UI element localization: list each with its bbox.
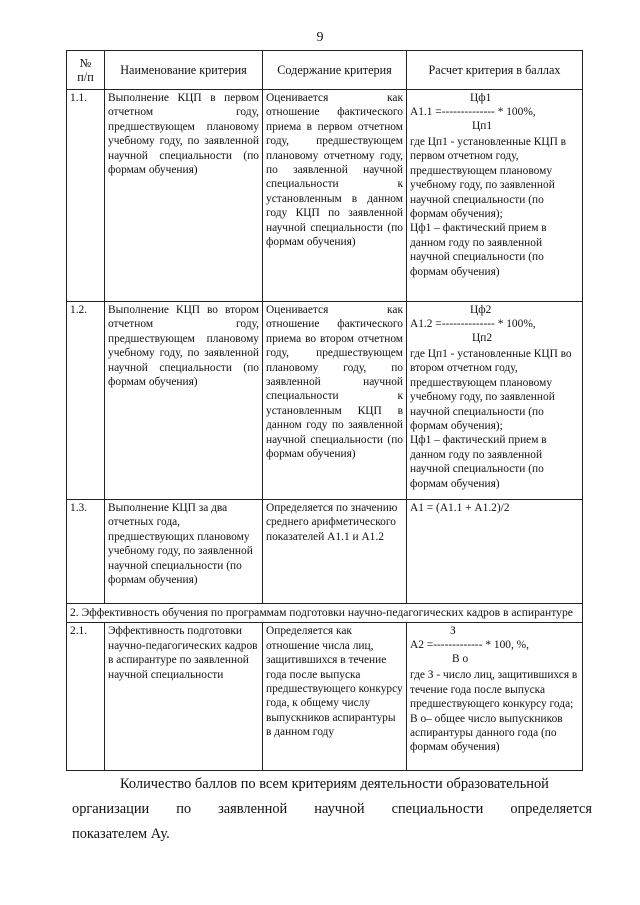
row-criterion-calc bbox=[407, 302, 583, 500]
section-title: 2. Эффективность обучения по программам подготовки научно-педагогических кадров в аспирантуре bbox=[67, 604, 583, 623]
row-number: 1.3. bbox=[67, 500, 105, 604]
table-row bbox=[67, 90, 583, 302]
table-row bbox=[67, 623, 583, 771]
table-header-row bbox=[67, 51, 583, 90]
row-criterion-name: Эффективность подготовки научно-педагогических кадров в аспирантуре по заявленной научной специальности bbox=[105, 623, 263, 771]
header-criterion-name: Наименование критерия bbox=[105, 51, 263, 90]
row-criterion-content: Определяется как отношение числа лиц, защитившихся в течение года после выпуска предшествующего конкурсу года, к общему числу выпускников аспирантуры в данном году bbox=[263, 623, 407, 771]
table-row bbox=[67, 500, 583, 604]
row-criterion-content: Оценивается как отношение фактического приема в первом отчетном году, предшествующем плановому отчетному году, по заявленной научной специальности к установленным в данном году КЦП по заявленной научной специальности (по формам обучения) bbox=[263, 90, 407, 302]
row-criterion-calc: А1 = (А1.1 + А1.2)/2 bbox=[407, 500, 583, 604]
formula-denominator: Цп2 bbox=[472, 332, 493, 344]
header-criterion-content: Содержание критерия bbox=[263, 51, 407, 90]
table-row bbox=[67, 302, 583, 500]
formula-explanation: где З - число лиц, защитившихся в течение года после выпуска предшествующего конкурсу года; В о– общее число выпускников аспирантуры данного года (по формам обучения) bbox=[410, 669, 578, 754]
row-number: 1.2. bbox=[67, 302, 105, 500]
formula-numerator: Цф1 bbox=[470, 92, 492, 104]
summary-paragraph-line-3: показателем Ау. bbox=[72, 826, 170, 842]
row-criterion-name: Выполнение КЦП в первом отчетном году, предшествующем плановому учебному году, по заявленной научной специальности (по формам обучения) bbox=[105, 90, 263, 302]
formula bbox=[410, 303, 579, 347]
row-number: 1.1. bbox=[67, 90, 105, 302]
row-criterion-calc bbox=[407, 90, 583, 302]
row-criterion-content: Определяется по значению среднего арифметического показателей А1.1 и А1.2 bbox=[263, 500, 407, 604]
formula-explanation: где Цп1 - установленные КЦП в первом отчетном году, предшествующем плановому учебному году, по заявленной научной специальности (по формам обучения); Цф1 – фактический прием в данном году по заявленной научной специальности (по формам обучения) bbox=[410, 136, 567, 278]
row-criterion-name: Выполнение КЦП во втором отчетном году, предшествующем плановому учебному году, по заявленной научной специальности (по формам обучения) bbox=[105, 302, 263, 500]
row-criterion-calc bbox=[407, 623, 583, 771]
row-criterion-content: Оценивается как отношение фактического приема во втором отчетном году, предшествующем плановому году, по заявленной научной специальности к установленным КЦП в данном году по заявленной научной специальности (по формам обучения) bbox=[263, 302, 407, 500]
row-criterion-name: Выполнение КЦП за два отчетных года, предшествующих плановому учебному году, по заявленной научной специальности (по формам обучения) bbox=[105, 500, 263, 604]
formula bbox=[410, 91, 579, 135]
page-number: 9 bbox=[316, 30, 324, 45]
formula bbox=[410, 624, 579, 668]
formula-denominator: В о bbox=[452, 653, 469, 666]
header-criterion-calc: Расчет критерия в баллах bbox=[407, 51, 583, 90]
criteria-table bbox=[66, 50, 583, 771]
formula-explanation: где Цп1 - установленные КЦП во втором отчетном году, предшествующем плановому учебному году, по заявленной научной специальности (по формам обучения); Цф1 – фактический прием в данном году по заявленной научной специальности (по формам обучения) bbox=[410, 348, 572, 490]
formula-lhs: А1.1 =-------------- * 100%, bbox=[410, 106, 536, 118]
row-number: 2.1. bbox=[67, 623, 105, 771]
summary-paragraph-line-2: организации по заявленной научной специальности определяется bbox=[72, 801, 592, 817]
formula-lhs: А1.2 =-------------- * 100%, bbox=[410, 318, 536, 330]
formula-numerator: Цф2 bbox=[470, 304, 492, 316]
header-number: № п/п bbox=[67, 51, 105, 90]
formula-numerator: З bbox=[450, 625, 456, 638]
summary-paragraph-line-1: Количество баллов по всем критериям деятельности образовательной bbox=[120, 776, 549, 792]
section-row bbox=[67, 604, 583, 623]
formula-denominator: Цп1 bbox=[472, 120, 493, 132]
formula-lhs: А2 =------------- * 100, %, bbox=[410, 639, 530, 652]
